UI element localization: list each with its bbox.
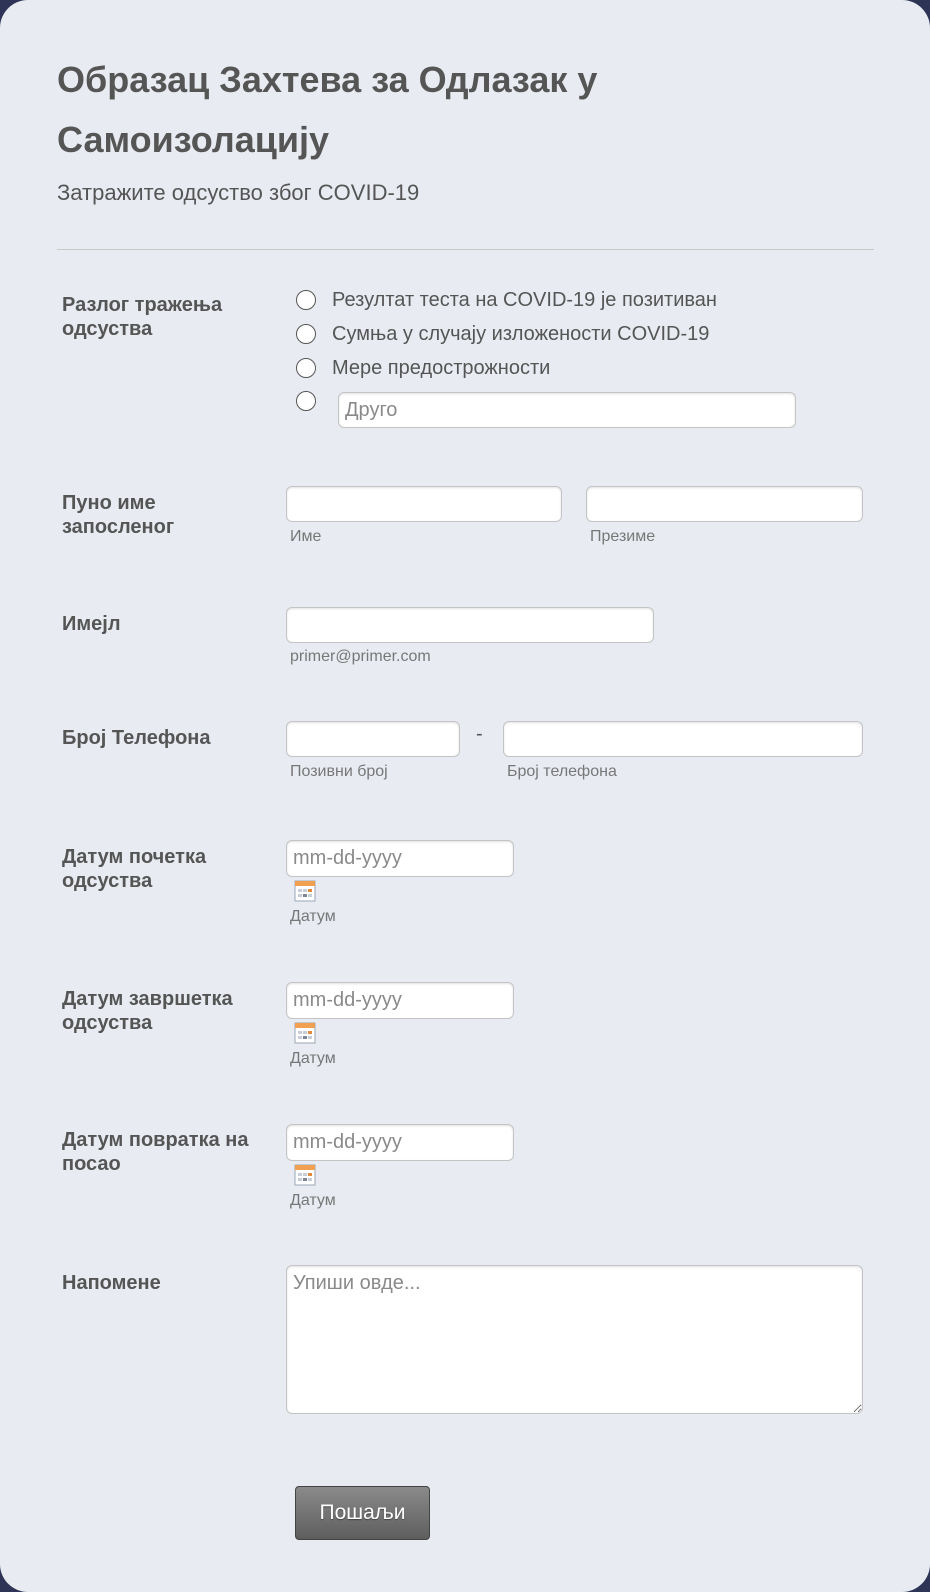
reason-other-input[interactable] — [338, 392, 796, 428]
leave-end-label: Датум завршетка одсуства — [62, 988, 233, 1034]
return-date-sublabel: Датум — [290, 1192, 336, 1209]
reason-option-precaution[interactable] — [296, 355, 550, 381]
email-sublabel: primer@primer.com — [290, 648, 431, 665]
reason-option-label: Сумња у случају изложености COVID-19 — [332, 322, 710, 345]
calendar-icon[interactable] — [294, 1164, 316, 1186]
first-name-sublabel: Име — [290, 528, 322, 545]
leave-end-date-input[interactable] — [286, 982, 514, 1019]
notes-textarea[interactable] — [286, 1265, 863, 1414]
leave-start-sublabel: Датум — [290, 908, 336, 925]
first-name-input[interactable] — [286, 486, 562, 522]
form-subtitle: Затражите одсуство због COVID-19 — [57, 180, 420, 205]
calendar-icon[interactable] — [294, 1022, 316, 1044]
last-name-input[interactable] — [586, 486, 863, 522]
header-divider — [57, 249, 874, 250]
reason-option-exposure[interactable] — [296, 321, 709, 347]
phone-separator: - — [476, 723, 483, 745]
reason-option-label: Мере предострожности — [332, 356, 551, 379]
email-label: Имејл — [62, 613, 121, 635]
reason-option-label: Резултат теста на COVID-19 је позитиван — [332, 288, 717, 311]
radio-circle[interactable] — [296, 391, 316, 411]
phone-label: Број Телефона — [62, 727, 211, 749]
full-name-label: Пуно име запосленог — [62, 492, 175, 538]
last-name-sublabel: Презиме — [590, 528, 656, 545]
calendar-icon[interactable] — [294, 880, 316, 902]
area-code-input[interactable] — [286, 721, 460, 757]
reason-option-positive[interactable] — [296, 287, 717, 313]
leave-end-sublabel: Датум — [290, 1050, 336, 1067]
radio-circle[interactable] — [296, 324, 316, 344]
notes-label: Напомене — [62, 1272, 161, 1294]
radio-circle[interactable] — [296, 358, 316, 378]
return-date-input[interactable] — [286, 1124, 514, 1161]
reason-label: Разлог тражења одсуства — [62, 294, 223, 340]
form-title: Образац Захтева за Одлазак у Самоизолацију — [57, 59, 598, 160]
submit-button[interactable]: Пошаљи — [295, 1486, 430, 1540]
phone-number-input[interactable] — [503, 721, 863, 757]
form-header — [57, 50, 877, 206]
reason-option-other[interactable] — [296, 388, 316, 414]
return-date-label: Датум повратка на посао — [62, 1129, 249, 1175]
email-input[interactable] — [286, 607, 654, 643]
leave-start-date-input[interactable] — [286, 840, 514, 877]
phone-number-sublabel: Број телефона — [507, 763, 617, 780]
leave-start-label: Датум почетка одсуства — [62, 846, 207, 892]
radio-circle[interactable] — [296, 290, 316, 310]
area-code-sublabel: Позивни број — [290, 763, 388, 780]
